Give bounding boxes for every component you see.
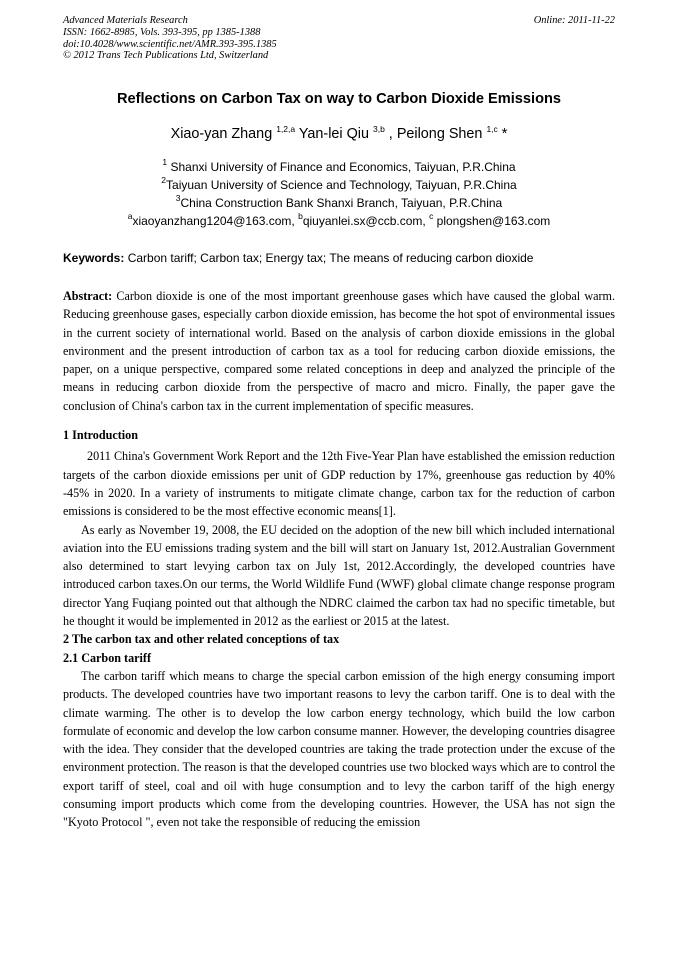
author-name: Peilong Shen	[396, 126, 483, 142]
affiliation-line	[0, 194, 678, 212]
intro-paragraph-1: 2011 China's Government Work Report and the 12th Five-Year Plan have established the emission reduction targets of the carbon dioxide emissions per unit of GDP reduction by 17%, greenhouse gas reduction by 40% -45% in 2020. In a variety of instruments to mitigate climate change, carbon tax for the reduction of carbon emissions is considered to be the most effective economic means[1].	[63, 449, 615, 519]
issn-line: ISSN: 1662-8985, Vols. 393-395, pp 1385-1388	[63, 26, 261, 38]
affil-text: China Construction Bank Shanxi Branch, Taiyuan, P.R.China	[180, 196, 503, 210]
author-list: Xiao-yan Zhang $^{1,2,a}$ Yan-lei Qiu $^{3,b}$ , Peilong Shen $^{1,c}$ *	[170, 124, 508, 142]
email-text: plongshen@163.com	[433, 214, 551, 228]
keywords-text: Carbon tariff; Carbon tax; Energy tax; The means of reducing carbon dioxide	[124, 251, 534, 265]
doi-line: doi:10.4028/www.scientific.net/AMR.393-395.1385	[63, 38, 277, 50]
email-mark: b	[298, 211, 303, 221]
abstract-text: Carbon dioxide is one of the most important greenhouse gases which have caused the global warm. Reducing greenhouse gases, especially carbon dioxide emission, has become the hot spot of environmental issues in the current society of international world. Based on the analysis of carbon dioxide emissions in the global environment and the present introduction of carbon tax as a tool for reducing carbon dioxide emissions, the paper, on a unique perspective, compared some related conceptions in deep and analyzed the principle of the means in reducing carbon dioxide from the perspective of macro and micro. Finally, the paper gave the conclusion of China's carbon tax in the current implementation of specific measures.	[63, 289, 615, 413]
affil-mark: 3	[175, 193, 181, 203]
author-affil-mark: 3,b	[372, 124, 385, 134]
section-heading: 1 Introduction	[63, 428, 138, 443]
copyright-line: © 2012 Trans Tech Publications Ltd, Switzerland	[63, 50, 269, 62]
affil-mark: 2	[161, 175, 167, 185]
abstract	[63, 287, 615, 415]
author-affil-mark: 1,2,a	[276, 124, 296, 134]
email-mark: a	[127, 211, 133, 221]
paper-body	[63, 287, 615, 832]
affiliation-line	[0, 176, 678, 194]
email-text: qiuyanlei.sx@ccb.com,	[302, 214, 430, 228]
affil-mark: 1	[162, 157, 168, 167]
author-affil-mark: 1,c	[486, 124, 498, 134]
subsection-heading: 2.1 Carbon tariff	[63, 650, 152, 665]
intro-paragraph-2: As early as November 19, 2008, the EU decided on the adoption of the new bill which included international aviation into the EU emissions trading system and the bill will start on January 1st, 2012.Australian Government also determined to start levying carbon tax on July 1st, 2012.Accordingly, the developed countries have introduced carbon taxes.On our terms, the World Wildlife Fund (WWF) global climate change response program director Yang Fuqiang pointed out that although the NDRC claimed the carbon tax had no specific timetable, but he thought it would be implemented in 2012 as the earliest or 2015 at the latest.	[63, 522, 615, 629]
section-heading: 2 The carbon tax and other related conceptions of tax	[63, 632, 340, 647]
affil-text: Taiyuan University of Science and Technology, Taiyuan, P.R.China	[166, 178, 517, 192]
keywords-label: Keywords:	[63, 251, 125, 265]
corresponding-mark: *	[497, 126, 508, 142]
email-line	[0, 212, 678, 230]
journal-header	[63, 15, 615, 62]
affiliation-line	[0, 158, 678, 176]
paper-title: Reflections on Carbon Tax on way to Carbon Dioxide Emissions	[116, 91, 562, 107]
author-name: Yan-lei Qiu	[298, 126, 369, 142]
email-mark: c	[429, 211, 434, 221]
online-date: Online: 2011-11-22	[533, 15, 615, 26]
carbon-tariff-paragraph: The carbon tariff which means to charge the special carbon emission of the high energy consuming import products. The developed countries have two important reasons to levy the carbon tariff. One is to deal with the climate warming. The other is to develop the low carbon energy technology, which build the low carbon formulate of economic and develop the low carbon consume manner. However, the developing countries disagree with the idea. They consider that the developed countries are taking the trade protection under the excuse of the environment protection. The reason is that the developed countries use two blocked ways which are to control the export tariff of steel, coal and oil with huge consumption and to levy the carbon tariff of the high energy consuming import products which come from the developing countries. However, the USA has not sign the "Kyoto Protocol ", even not take the responsible of reducing the emission	[63, 668, 616, 830]
author-name: Xiao-yan Zhang	[170, 126, 273, 142]
journal-name: Advanced Materials Research	[63, 15, 188, 26]
affiliations	[0, 158, 678, 230]
affil-text: Shanxi University of Finance and Economics, Taiyuan, P.R.China	[167, 160, 516, 174]
email-text: xiaoyanzhang1204@163.com,	[132, 214, 299, 228]
abstract-label: Abstract:	[63, 289, 113, 303]
keywords	[63, 251, 615, 265]
